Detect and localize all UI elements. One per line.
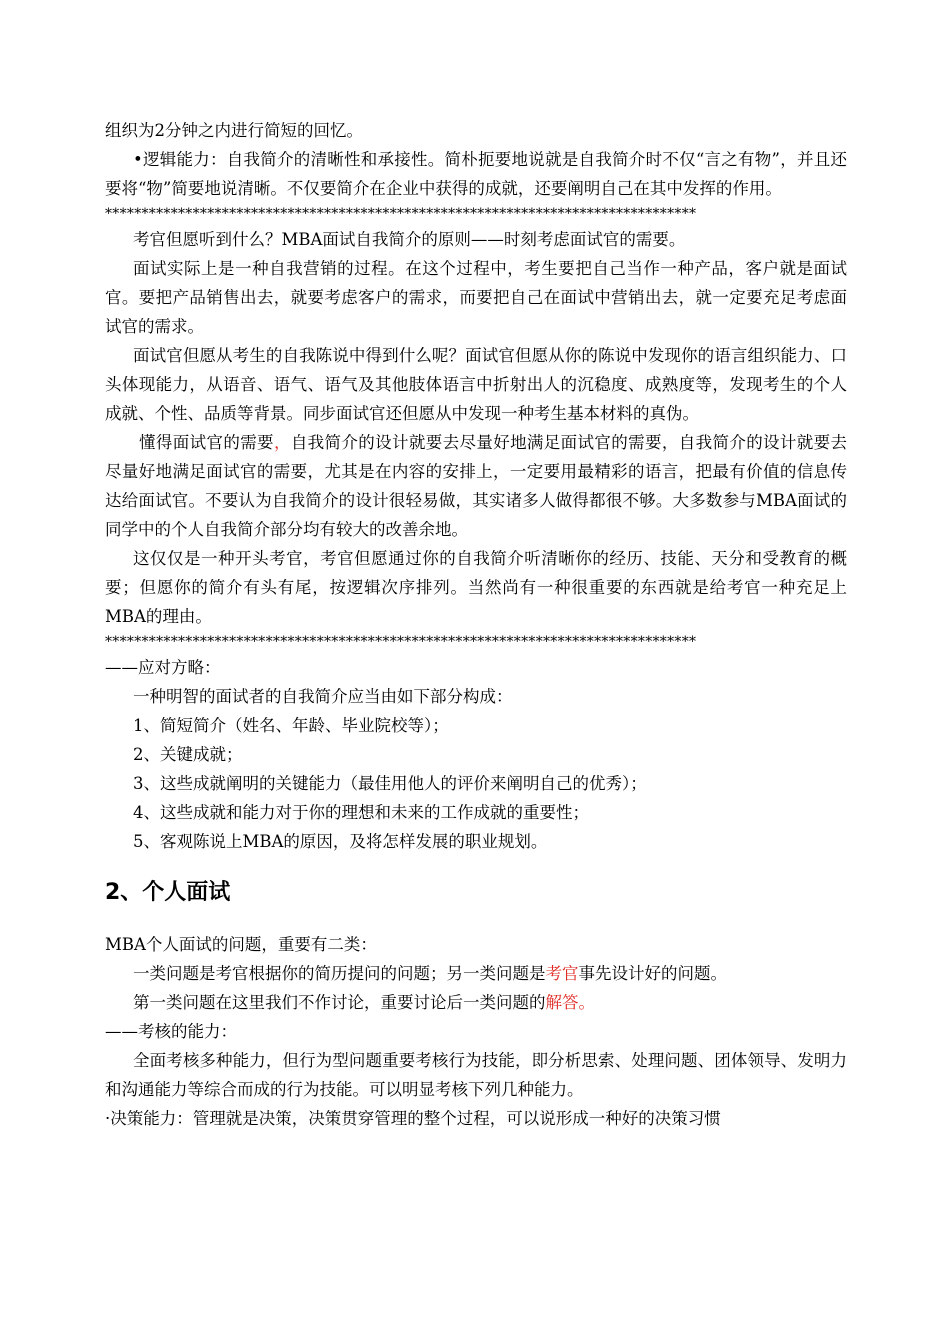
paragraph-logic-ability: •逻辑能力：自我简介的清晰性和承接性。简朴扼要地说就是自我简介时不仅“言之有物”，并且还要将“物”简要地说清晰。不仅要简介在企业中获得的成就，还要阐明自己在其中发挥的作用。 — [105, 150, 847, 198]
paragraph: 面试官但愿从考生的自我陈说中得到什么呢？面试官但愿从你的陈说中发现你的语言组织能力、口头体现能力，从语音、语气、语气及其他肢体语言中折射出人的沉稳度、成熟度等，发现考生的个人成就、个性、品质等背景。同步面试官还但愿从中发现一种考生基本材料的真伪。 — [105, 346, 847, 423]
paragraph: 全面考核多种能力，但行为型问题重要考核行为技能，即分析思索、处理问题、团体领导、发明力和沟通能力等综合而成的行为技能。可以明显考核下列几种能力。 — [105, 1051, 847, 1099]
separator-line: ********************************************************************************* — [105, 634, 697, 650]
paragraph — [105, 959, 847, 988]
text-run: 第一类问题在这里我们不作讨论，重要讨论后一类问题的 — [133, 993, 546, 1012]
red-text-run: 解答。 — [545, 993, 595, 1012]
text-run: 一类问题是考官根据你的简历提问的问题；另一类问题是 — [133, 964, 546, 983]
list-item: 3、这些成就阐明的关键能力（最佳用他人的评价来阐明自己的优秀）； — [133, 774, 647, 793]
list-item: 2、关键成就； — [133, 745, 243, 764]
section-title: ——考核的能力： — [105, 1022, 237, 1041]
paragraph: 面试实际上是一种自我营销的过程。在这个过程中，考生要把自己当作一种产品，客户就是面试官。要把产品销售出去，就要考虑客户的需求，而要把自己在面试中营销出去，就一定要充足考虑面试官的需求。 — [105, 259, 847, 336]
paragraph: MBA个人面试的问题，重要有二类： — [105, 935, 377, 954]
paragraph: 一种明智的面试者的自我简介应当由如下部分构成： — [133, 687, 513, 706]
list-item: 4、这些成就和能力对于你的理想和未来的工作成就的重要性； — [133, 803, 589, 822]
paragraph: 组织为2分钟之内进行简短的回忆。 — [105, 121, 363, 140]
list-item: 5、客观陈说上MBA的原因，及将怎样发展的职业规划。 — [133, 832, 548, 851]
paragraph — [105, 428, 847, 544]
document-page — [105, 116, 847, 1133]
list-item: 1、简短简介（姓名、年龄、毕业院校等）； — [133, 716, 449, 735]
numbered-list — [105, 711, 847, 856]
text-run: 自我简介的设计就要去尽量好地满足面试官的需要，自我简介的设计就要去尽量好地满足面试官的需要，尤其是在内容的安排上，一定要用最精彩的语言，把最有价值的信息传达给面试官。不要认为自我简介的设计很轻易做，其实诸多人做得都很不够。大多数参与MBA面试的同学中的个人自我简介部分均有较大的改善余地。 — [105, 433, 848, 539]
section-heading: 2、个人面试 — [105, 880, 231, 905]
red-text-run: ， — [273, 433, 291, 452]
paragraph — [105, 988, 847, 1017]
paragraph: 这仅仅是一种开头考官，考官但愿通过你的自我简介听清晰你的经历、技能、天分和受教育的概要；但愿你的简介有头有尾，按逻辑次序排列。当然尚有一种很重要的东西就是给考官一种充足上MBA的理由。 — [105, 549, 847, 626]
paragraph: ·决策能力：管理就是决策，决策贯穿管理的整个过程，可以说形成一种好的决策习惯 — [105, 1109, 721, 1128]
red-text-run: 考官 — [545, 964, 579, 983]
section-title: ——应对方略： — [105, 658, 221, 677]
text-run: 懂得面试官的需要 — [139, 433, 274, 452]
text-run: 事先设计好的问题。 — [578, 964, 727, 983]
separator-line: ********************************************************************************* — [105, 206, 697, 222]
paragraph: 考官但愿听到什么？MBA面试自我简介的原则——时刻考虑面试官的需要。 — [133, 230, 686, 249]
